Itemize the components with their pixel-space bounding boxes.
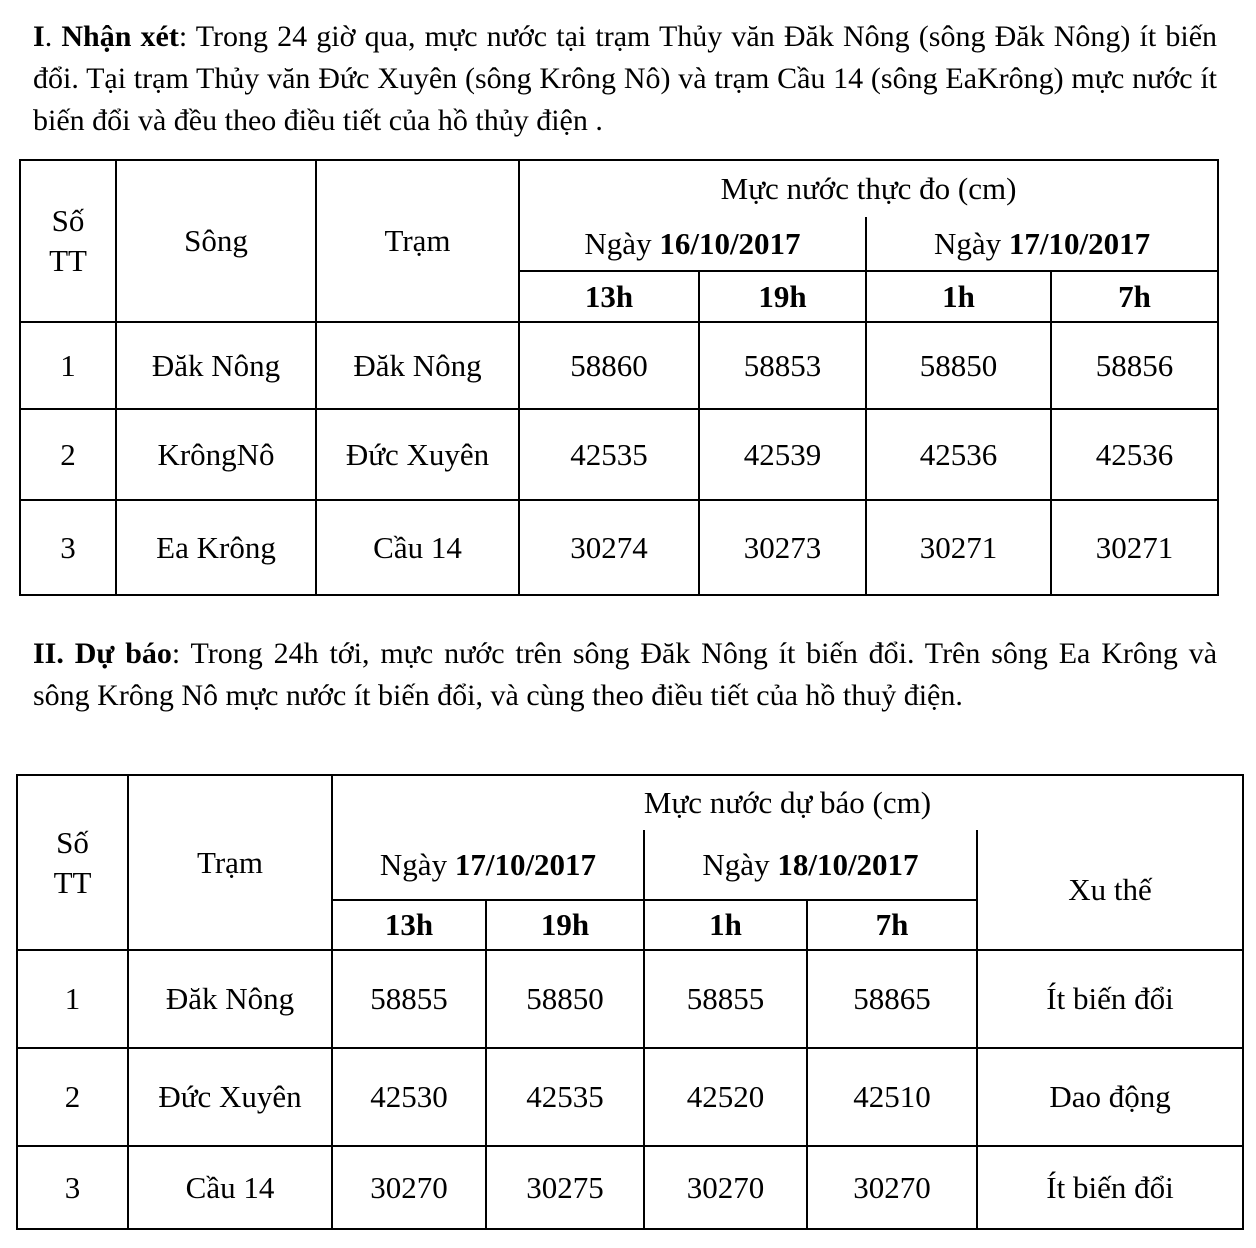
measured-water-level-table xyxy=(19,159,1219,596)
cell-value: 42539 xyxy=(699,409,866,500)
cell-value: 42536 xyxy=(1051,409,1218,500)
table-row xyxy=(20,500,1218,595)
header-hour: 19h xyxy=(486,900,644,950)
header-trend: Xu thế xyxy=(977,830,1243,950)
header-date-2: Ngày 17/10/2017 xyxy=(866,217,1218,271)
observation-heading-separator: . xyxy=(44,20,62,53)
cell-value: 42536 xyxy=(866,409,1051,500)
cell-station: Đức Xuyên xyxy=(316,409,519,500)
cell-value: 42510 xyxy=(807,1048,977,1146)
header-hour: 1h xyxy=(866,271,1051,322)
observation-text: : Trong 24 giờ qua, mực nước tại trạm Thủy văn Đăk Nông (sông Đăk Nông) ít biến đổi. Tại trạm Thủy văn Đức Xuyên (sông Krông Nô) và trạm Cầu 14 (sông EaKrông) mực nước ít biến đổi và đều theo điều tiết của hồ thủy điện . xyxy=(33,20,1218,137)
cell-trend: Ít biến đổi xyxy=(977,1146,1243,1229)
cell-station: Đăk Nông xyxy=(316,322,519,409)
header-station: Trạm xyxy=(316,160,519,322)
cell-value: 58855 xyxy=(332,950,486,1048)
cell-stt: 2 xyxy=(17,1048,128,1146)
cell-value: 58850 xyxy=(486,950,644,1048)
table-row xyxy=(20,322,1218,409)
cell-stt: 1 xyxy=(20,322,116,409)
header-hour: 7h xyxy=(1051,271,1218,322)
cell-station: Cầu 14 xyxy=(316,500,519,595)
forecast-heading: II. Dự báo xyxy=(33,637,172,670)
cell-value: 30271 xyxy=(866,500,1051,595)
header-measured-group: Mực nước thực đo (cm) xyxy=(519,160,1218,217)
header-hour: 7h xyxy=(807,900,977,950)
cell-value: 30270 xyxy=(807,1146,977,1229)
header-forecast-group: Mực nước dự báo (cm) xyxy=(332,775,1243,830)
table-row xyxy=(20,409,1218,500)
header-hour: 1h xyxy=(644,900,807,950)
cell-stt: 3 xyxy=(20,500,116,595)
table-row xyxy=(17,950,1243,1048)
forecast-water-level-table xyxy=(16,774,1244,1230)
cell-stt: 2 xyxy=(20,409,116,500)
cell-value: 30270 xyxy=(644,1146,807,1229)
cell-station: Đăk Nông xyxy=(128,950,332,1048)
header-date-1: Ngày 17/10/2017 xyxy=(332,830,644,900)
header-stt: Số TT xyxy=(17,775,128,950)
header-date-2: Ngày 18/10/2017 xyxy=(644,830,977,900)
cell-station: Đức Xuyên xyxy=(128,1048,332,1146)
table-row xyxy=(17,1146,1243,1229)
observation-paragraph xyxy=(33,16,1217,142)
cell-station: Cầu 14 xyxy=(128,1146,332,1229)
cell-river: Ea Krông xyxy=(116,500,316,595)
header-station: Trạm xyxy=(128,775,332,950)
header-hour: 19h xyxy=(699,271,866,322)
observation-heading-numeral: I xyxy=(33,20,45,53)
cell-trend: Ít biến đổi xyxy=(977,950,1243,1048)
cell-value: 58860 xyxy=(519,322,699,409)
cell-value: 58855 xyxy=(644,950,807,1048)
cell-value: 30273 xyxy=(699,500,866,595)
forecast-paragraph xyxy=(33,633,1217,717)
cell-stt: 1 xyxy=(17,950,128,1048)
cell-trend: Dao động xyxy=(977,1048,1243,1146)
cell-river: Đăk Nông xyxy=(116,322,316,409)
header-date-1: Ngày 16/10/2017 xyxy=(519,217,866,271)
cell-value: 58865 xyxy=(807,950,977,1048)
cell-value: 42535 xyxy=(486,1048,644,1146)
cell-river: KrôngNô xyxy=(116,409,316,500)
cell-stt: 3 xyxy=(17,1146,128,1229)
cell-value: 58856 xyxy=(1051,322,1218,409)
cell-value: 42535 xyxy=(519,409,699,500)
observation-heading: Nhận xét xyxy=(61,20,179,53)
header-river: Sông xyxy=(116,160,316,322)
cell-value: 30270 xyxy=(332,1146,486,1229)
cell-value: 42520 xyxy=(644,1048,807,1146)
forecast-text: : Trong 24h tới, mực nước trên sông Đăk Nông ít biến đổi. Trên sông Ea Krông và sông Krông Nô mực nước ít biến đổi, và cùng theo điều tiết của hồ thuỷ điện. xyxy=(33,637,1218,712)
header-hour: 13h xyxy=(332,900,486,950)
table-row xyxy=(17,1048,1243,1146)
header-stt: Số TT xyxy=(20,160,116,322)
header-hour: 13h xyxy=(519,271,699,322)
cell-value: 58853 xyxy=(699,322,866,409)
cell-value: 30274 xyxy=(519,500,699,595)
cell-value: 30275 xyxy=(486,1146,644,1229)
cell-value: 58850 xyxy=(866,322,1051,409)
cell-value: 30271 xyxy=(1051,500,1218,595)
cell-value: 42530 xyxy=(332,1048,486,1146)
